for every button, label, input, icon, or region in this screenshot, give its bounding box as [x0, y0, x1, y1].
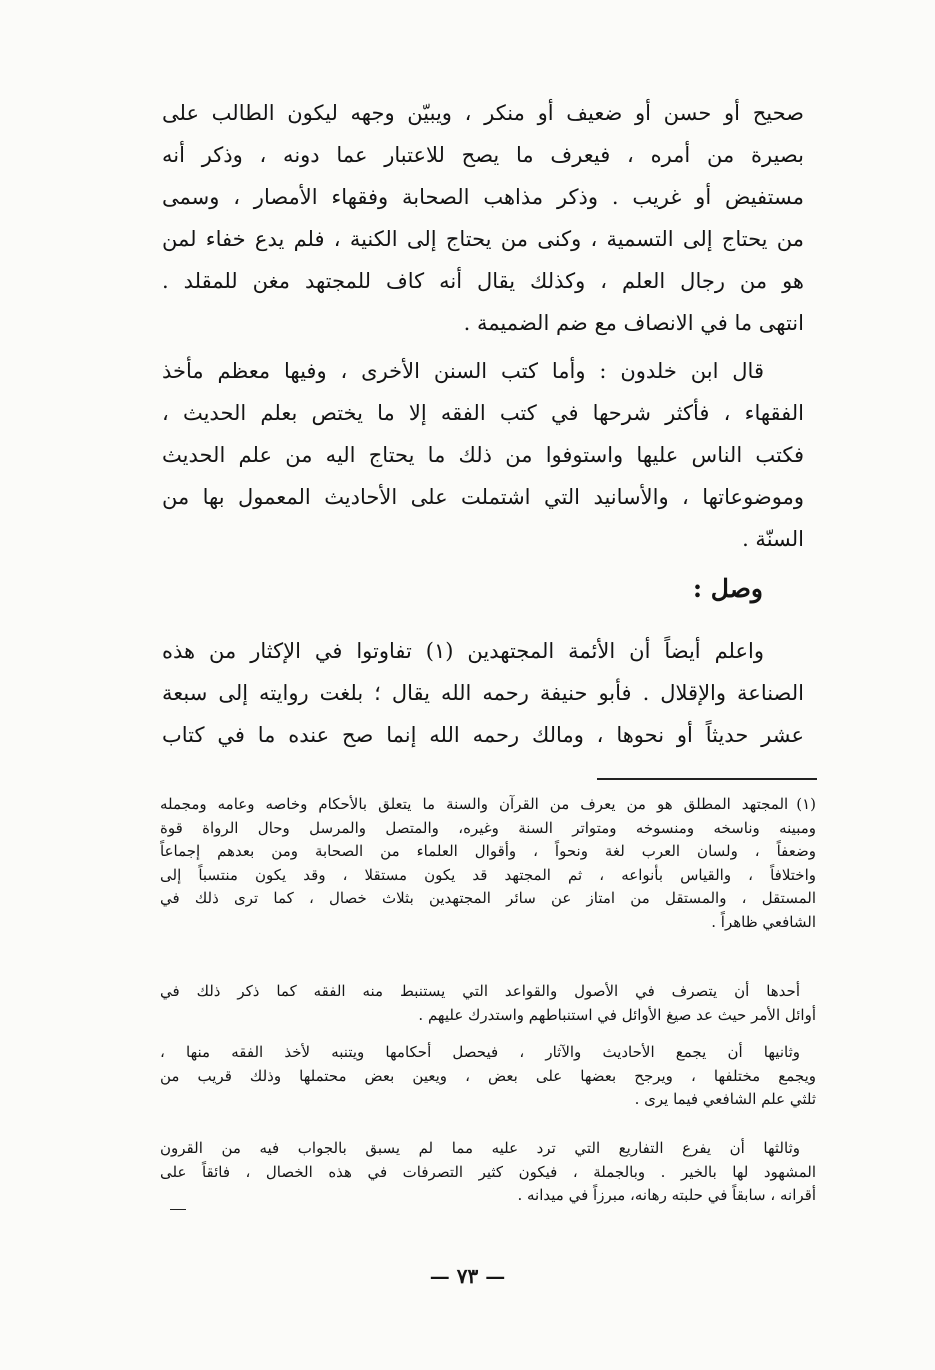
footnote-block-1 — [160, 793, 816, 935]
footnote-block-4 — [160, 1137, 816, 1208]
text-line: فكتب الناس عليها واستوفوا من ذلك ما يحتاج اليه من علم الحديث — [162, 443, 804, 467]
footnote-line: وثالثها أن يفرع التفاريع التي ترد عليه مما لم يسبق بالجواب فيه من القرون — [160, 1139, 800, 1157]
footnote-line: أحدها أن يتصرف في الأصول والقواعد التي يستنبط منه الفقه كما ذكر ذلك في — [160, 982, 800, 1000]
text-line: السنّة . — [742, 527, 804, 551]
footnote-line: وثانيها أن يجمع الأحاديث والآثار ، فيحصل أحكامها ويتنبه لأخذ الفقه منها ، — [160, 1043, 800, 1061]
footnote-line: أوائل الأمر حيث عد صيغ الأوائل في استنباطهم واستدرك عليهم . — [418, 1005, 816, 1024]
text-line: الفقهاء ، فأكثر شرحها في كتب الفقه إلا ما يختص بعلم الحديث ، — [162, 401, 804, 425]
footnote-marker: (١) — [796, 795, 816, 813]
paragraph-3 — [162, 630, 804, 756]
text-line: بصيرة من أمره ، فيعرف ما يصح للاعتبار عما دونه ، وذكر أنه — [162, 143, 804, 167]
text-line: صحيح أو حسن أو ضعيف أو منكر ، ويبيّن وجهه ليكون الطالب على — [162, 101, 804, 125]
text-line: واعلم أيضاً أن الأئمة المجتهدين (١) تفاوتوا في الإكثار من هذه — [162, 639, 765, 663]
footnote-line: ثلثي علم الشافعي فيما يرى . — [634, 1090, 816, 1109]
footnote-line: وضعفاً ، ولسان العرب لغة ونحواً ، وأقوال العلماء من الصحابة ومن بعدهم إجماعاً — [160, 842, 816, 861]
text-line: وموضوعاتها ، والأسانيد التي اشتملت على الأحاديث المعمول بها من — [162, 485, 804, 509]
text-line: عشر حديثاً أو نحوها ، ومالك رحمه الله إنما صح عنده ما في كتاب — [162, 723, 804, 747]
paragraph-1 — [162, 92, 804, 344]
footnote-block-3 — [160, 1041, 816, 1112]
footnote-text: المجتهد المطلق هو من يعرف من القرآن والسنة ما يتعلق بالأحكام وخاصه وعامه ومجمله — [160, 795, 789, 813]
text-line: انتهى ما في الانصاف مع ضم الضميمة . — [463, 311, 804, 335]
text-line: الصناعة والإقلال . فأبو حنيفة رحمه الله يقال ؛ بلغت روايته إلى سبعة — [162, 681, 804, 705]
text-line: قال ابن خلدون : وأما كتب السنن الأخرى ، وفيها معظم مأخذ — [162, 359, 764, 383]
footnote-separator — [597, 778, 817, 780]
text-line: من يحتاج إلى التسمية ، وكنى من يحتاج إلى الكنية ، فلم يدع خفاء لمن — [162, 227, 804, 251]
paragraph-2 — [162, 350, 804, 560]
footnote-line: أقرانه ، سابقاً في حلبته رهانه، مبرزاً في ميدانه . — [517, 1186, 816, 1205]
continuation-dash — [170, 1209, 186, 1210]
page-number: — ٧٣ — — [429, 1264, 506, 1288]
footnote-line: المستقل ، والمستقل من امتاز عن سائر المجتهدين بثلاث خصال ، كما ترى ذلك في — [160, 889, 816, 908]
text-line: هو من رجال العلم ، وكذلك يقال أنه كاف للمجتهد مغن للمقلد . — [162, 269, 804, 293]
footnote-line: ومبينه وناسخه ومنسوخه ومتواتر السنة وغيره، والمتصل والمرسل وحال الرواة قوة — [160, 818, 816, 837]
footnote-line: ويجمع مختلفها ، ويرجح بعضها على بعض ، ويعين بعض محتملها وذلك قريب من — [160, 1066, 816, 1085]
footnote-line: المشهود لها بالخير . وبالجملة ، فيكون كثير التصرفات في هذه الخصال ، فائقاً على — [160, 1162, 816, 1181]
section-heading: وصل : — [692, 574, 763, 603]
footnote-line: واختلافاً ، والقياس بأنواعه ، ثم المجتهد قد يكون مستقلا ، وقد يكون منتسباً إلى — [160, 865, 816, 884]
footnote-line: الشافعي ظاهراً . — [711, 912, 816, 931]
text-line: مستفيض أو غريب . وذكر مذاهب الصحابة وفقهاء الأمصار ، وسمى — [162, 185, 804, 209]
footnote-block-2 — [160, 980, 816, 1027]
footnote-line — [160, 793, 816, 817]
